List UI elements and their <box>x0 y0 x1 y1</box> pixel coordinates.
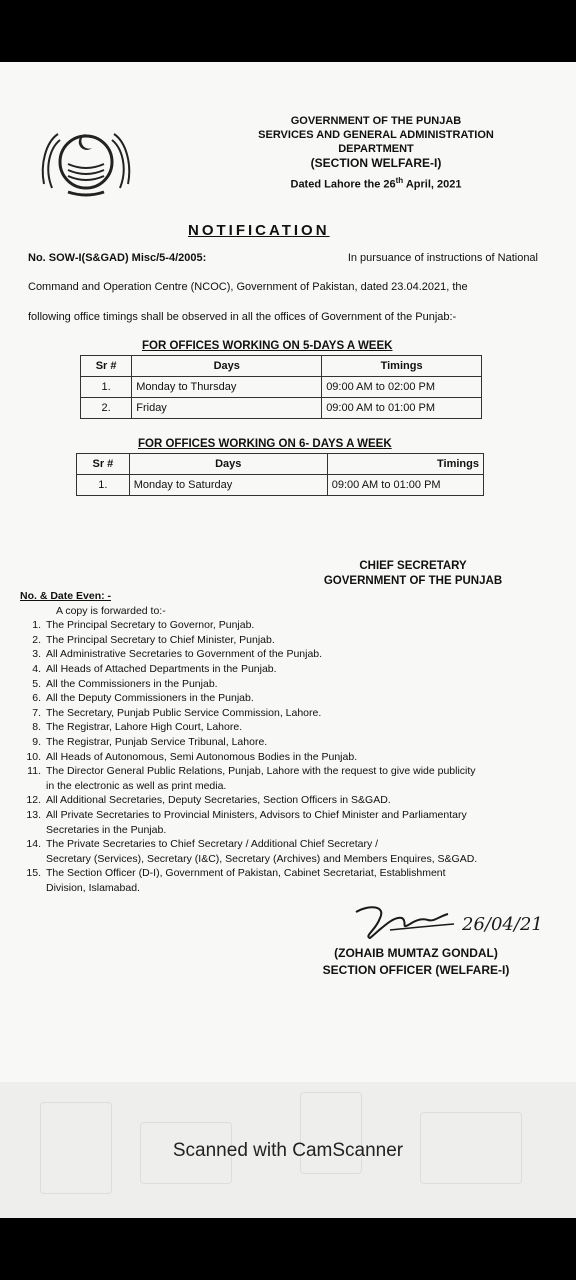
copy-item-line: All Heads of Autonomous, Semi Autonomous Bodies in the Punjab. <box>46 750 358 763</box>
copy-item-number: 14. <box>26 838 41 851</box>
col-header-sr: Sr # <box>81 356 132 377</box>
copy-item-line: The Principal Secretary to Chief Minister, Punjab. <box>46 633 275 646</box>
copy-item-line: Division, Islamabad. <box>46 881 140 894</box>
copy-item-text <box>46 647 550 662</box>
copy-item-text <box>46 866 550 895</box>
copy-item-number: 1. <box>32 619 41 632</box>
header-section: (SECTION WELFARE-I) <box>310 156 442 170</box>
punjab-emblem-logo <box>38 124 134 200</box>
copy-item-number: 8. <box>32 721 41 734</box>
copy-list-item <box>20 793 550 808</box>
camscanner-label: Scanned with CamScanner <box>172 1140 404 1161</box>
copy-heading: No. & Date Even: - <box>20 590 112 602</box>
copy-item-line: The Registrar, Lahore High Court, Lahore. <box>46 721 243 734</box>
table-row: 1. Monday to Thursday 09:00 AM to 02:00 PM <box>81 377 482 398</box>
copy-list-item <box>20 662 550 677</box>
copy-list-item <box>20 618 550 633</box>
copy-item-line: All Private Secretaries to Provincial Ministers, Advisors to Chief Minister and Parliamentary <box>46 808 467 821</box>
header-date: Dated Lahore the 26th April, 2021 <box>290 176 462 191</box>
copy-item-text <box>46 720 550 735</box>
copy-item-line: All Additional Secretaries, Deputy Secretaries, Section Officers in S&GAD. <box>46 794 391 807</box>
intro-line-2: Command and Operation Centre (NCOC), Government of Pakistan, dated 23.04.2021, the <box>28 281 468 293</box>
copy-intro: A copy is forwarded to:- <box>56 604 166 617</box>
signatory-government: GOVERNMENT OF THE PUNJAB <box>323 575 503 587</box>
col-header-timings: Timings <box>327 454 483 475</box>
copy-item-text <box>46 677 550 692</box>
copy-item-number: 12. <box>26 794 41 807</box>
copy-item-line: Secretary (Services), Secretary (I&C), Secretary (Archives) and Members Enquires, S&GAD. <box>46 852 478 865</box>
copy-item-text <box>46 633 550 648</box>
copy-item-number: 15. <box>26 867 41 880</box>
copy-list-item <box>20 764 550 793</box>
copy-item-text <box>46 764 550 793</box>
col-header-days: Days <box>132 356 322 377</box>
copy-item-line: The Section Officer (D-I), Government of Pakistan, Cabinet Secretariat, Establishment <box>46 867 446 880</box>
copy-item-line: The Principal Secretary to Governor, Punjab. <box>46 619 255 632</box>
copy-list-item <box>20 647 550 662</box>
header-government: GOVERNMENT OF THE PUNJAB <box>290 115 462 127</box>
copy-list-item <box>20 735 550 750</box>
copy-item-text <box>46 837 550 866</box>
copy-item-number: 2. <box>32 633 41 646</box>
copy-item-text <box>46 793 550 808</box>
copy-item-number: 9. <box>32 735 41 748</box>
copy-item-text <box>46 618 550 633</box>
intro-line-3: following office timings shall be observed in all the offices of Government of the Punjab:- <box>28 311 457 323</box>
notification-title: NOTIFICATION <box>188 222 330 239</box>
col-header-sr: Sr # <box>77 454 130 475</box>
copy-item-line: All the Deputy Commissioners in the Punjab. <box>46 692 254 705</box>
officer-name: (ZOHAIB MUMTAZ GONDAL) <box>334 946 498 960</box>
copy-item-text <box>46 691 550 706</box>
handwritten-signature <box>350 900 460 944</box>
header-department: SERVICES AND GENERAL ADMINISTRATION <box>258 129 494 141</box>
copy-item-number: 3. <box>32 648 41 661</box>
copy-item-text <box>46 750 550 765</box>
copy-list-item <box>20 706 550 721</box>
col-header-days: Days <box>129 454 327 475</box>
copy-item-number: 4. <box>32 662 41 675</box>
copy-list-item <box>20 750 550 765</box>
table-5days-caption: FOR OFFICES WORKING ON 5-DAYS A WEEK <box>142 340 393 352</box>
copy-item-text <box>46 706 550 721</box>
copy-item-line: The Registrar, Punjab Service Tribunal, Lahore. <box>46 735 268 748</box>
table-row: 1. Monday to Saturday 09:00 AM to 01:00 PM <box>77 475 484 496</box>
copy-list-item <box>20 691 550 706</box>
copy-item-number: 7. <box>32 706 41 719</box>
copy-list-item <box>20 837 550 866</box>
copy-list <box>20 618 550 895</box>
copy-list-item <box>20 866 550 895</box>
copy-item-text <box>46 662 550 677</box>
handwritten-date: 26/04/21 <box>462 914 543 935</box>
intro-line-1: No. SOW-I(S&GAD) Misc/5-4/2005: In pursuance of instructions of National <box>28 252 538 264</box>
copy-item-number: 6. <box>32 692 41 705</box>
header-department-cont: DEPARTMENT <box>338 143 414 155</box>
copy-item-line: All the Commissioners in the Punjab. <box>46 677 218 690</box>
copy-list-item <box>20 720 550 735</box>
copy-list-item <box>20 808 550 837</box>
signatory-title: CHIEF SECRETARY <box>359 560 467 572</box>
copy-item-number: 10. <box>26 750 41 763</box>
officer-title: SECTION OFFICER (WELFARE-I) <box>322 963 510 977</box>
copy-item-line: The Secretary, Punjab Public Service Commission, Lahore. <box>46 706 322 719</box>
copy-item-number: 13. <box>26 808 41 821</box>
copy-item-line: The Director General Public Relations, Punjab, Lahore with the request to give wide publicity <box>46 765 476 778</box>
copy-item-text <box>46 808 550 837</box>
copy-item-line: All Heads of Attached Departments in the Punjab. <box>46 662 277 675</box>
copy-list-item <box>20 677 550 692</box>
copy-item-line: The Private Secretaries to Chief Secretary / Additional Chief Secretary / <box>46 838 379 851</box>
table-6days <box>76 453 484 496</box>
col-header-timings: Timings <box>322 356 482 377</box>
table-5days <box>80 355 482 419</box>
copy-item-number: 5. <box>32 677 41 690</box>
copy-item-number: 11. <box>27 765 41 778</box>
copy-list-item <box>20 633 550 648</box>
copy-item-line: Secretaries in the Punjab. <box>46 823 167 836</box>
copy-item-line: in the electronic as well as print media. <box>46 779 227 792</box>
table-row: 2. Friday 09:00 AM to 01:00 PM <box>81 398 482 419</box>
copy-item-line: All Administrative Secretaries to Government of the Punjab. <box>46 648 323 661</box>
table-6days-caption: FOR OFFICES WORKING ON 6- DAYS A WEEK <box>138 438 392 450</box>
copy-item-text <box>46 735 550 750</box>
